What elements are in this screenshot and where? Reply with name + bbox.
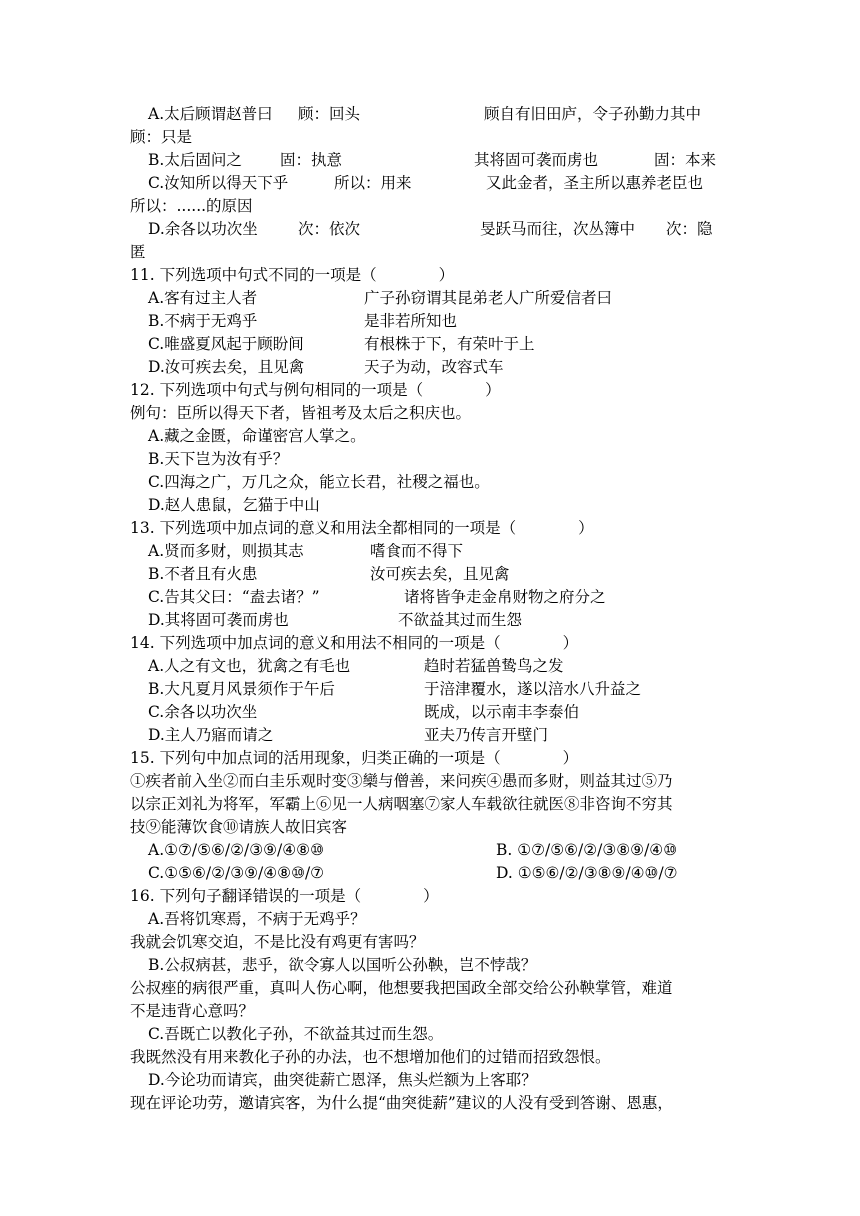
q12-option-c: C.四海之广，万几之众，能立长君，社稷之福也。 [148, 473, 490, 491]
q10-b-gloss2: 固：本来 [654, 151, 717, 169]
q13-c-right: 诸将皆争走金帛财物之府分之 [404, 588, 606, 606]
q13-a-left: A.贤而多财，则损其志 [148, 542, 304, 560]
q14-d-left: D.主人乃寤而请之 [148, 726, 274, 744]
q11-d-right: 天子为动，改容式车 [364, 358, 504, 376]
q15-option-d: D. ①⑤⑥/②/③⑧⑨/④⑩/⑦ [496, 864, 678, 882]
q10-a-left: A.太后顾谓赵普曰 [148, 105, 273, 123]
q10-a-wrap: 顾：只是 [130, 128, 193, 146]
q11-d-left: D.汝可疾去矣，且见禽 [148, 358, 305, 376]
q10-c-gloss: 所以：用来 [334, 174, 412, 192]
q10-c-wrap: 所以：......的原因 [130, 197, 253, 215]
q13-b-left: B.不者且有火患 [148, 565, 258, 583]
q16-b-translation-2: 不是违背心意吗？ [130, 1002, 255, 1020]
q15-stem: 15. 下列句中加点词的活用现象，归类正确的一项是（ ） [130, 749, 579, 767]
q10-d-left: D.余各以功次坐 [148, 220, 258, 238]
q15-option-c: C.①⑤⑥/②/③⑨/④⑧⑩/⑦ [148, 864, 325, 882]
q16-option-d: D.今论功而请宾，曲突徙薪亡恩泽，焦头烂额为上客耶？ [148, 1071, 537, 1089]
q14-b-right: 于涪津覆水，遂以涪水八升益之 [424, 680, 642, 698]
q16-option-c: C.吾既亡以教化子孙，不欲益其过而生怨。 [148, 1025, 444, 1043]
q15-body-2: 以宗正刘礼为将军，军霸上⑥见一人病咽塞⑦家人车载欲往就医⑧非咨询不穷其 [130, 795, 673, 813]
q14-d-right: 亚夫乃传言开壁门 [424, 726, 549, 744]
q11-stem: 11. 下列选项中句式不同的一项是（ ） [130, 266, 455, 284]
q16-option-a: A.吾将饥寒焉，不病于无鸡乎？ [148, 910, 366, 928]
q15-body-1: ①疾者前入坐②而白圭乐观时变③欒与僧善，来问疾④愚而多财，则益其过⑤乃 [130, 772, 673, 790]
q14-b-left: B.大凡夏月风景须作于午后 [148, 680, 335, 698]
q11-c-left: C.唯盛夏风起于顾盼间 [148, 335, 304, 353]
q11-a-left: A.客有过主人者 [148, 289, 258, 307]
q16-stem: 16. 下列句子翻译错误的一项是（ ） [130, 887, 439, 905]
q12-option-d: D.赵人患鼠，乞猫于中山 [148, 496, 320, 514]
q12-option-a: A.藏之金匮，命谨密宫人掌之。 [148, 427, 366, 445]
q13-d-right: 不欲益其过而生怨 [398, 611, 523, 629]
q14-c-right: 既成，以示南丰李泰伯 [424, 703, 580, 721]
q10-c-right: 又此金者，圣主所以惠养老臣也 [486, 174, 704, 192]
q11-c-right: 有根株于下，有荣叶于上 [364, 335, 535, 353]
q13-d-left: D.其将固可袭而虏也 [148, 611, 289, 629]
q13-a-right: 嗜食而不得下 [370, 542, 464, 560]
q13-b-right: 汝可疾去矣，且见禽 [370, 565, 510, 583]
q15-body-3: 技⑨能薄饮食⑩请族人故旧宾客 [130, 818, 348, 836]
q10-b-gloss: 固：执意 [280, 151, 343, 169]
q11-a-right: 广子孙窃谓其昆弟老人广所爱信者曰 [364, 289, 613, 307]
q14-c-left: C.余各以功次坐 [148, 703, 258, 721]
q11-b-left: B.不病于无鸡乎 [148, 312, 258, 330]
q12-option-b: B.天下岂为汝有乎？ [148, 450, 289, 468]
q10-d-wrap: 匿 [130, 243, 146, 261]
q14-a-left: A.人之有文也，犹禽之有毛也 [148, 657, 351, 675]
q14-a-right: 趋时若猛兽鸷鸟之发 [424, 657, 564, 675]
q10-a-gloss: 顾：回头 [298, 105, 361, 123]
q16-option-b: B.公叔病甚，悲乎，欲令寡人以国听公孙鞅，岂不悖哉？ [148, 956, 537, 974]
q11-b-right: 是非若所知也 [364, 312, 458, 330]
q16-a-translation: 我就会饥寒交迫，不是比没有鸡更有害吗？ [130, 933, 425, 951]
q12-example: 例句：臣所以得天下者，皆祖考及太后之积庆也。 [130, 404, 472, 422]
q16-b-translation-1: 公叔痤的病很严重，真叫人伤心啊，他想要我把国政全部交给公孙鞅掌管，难道 [130, 979, 673, 997]
q15-option-b: B. ①⑦/⑤⑥/②/③⑧⑨/④⑩ [496, 841, 678, 859]
q13-c-left: C.告其父曰：“盍去诸？” [148, 588, 320, 606]
q10-d-gloss2: 次：隐 [666, 220, 713, 238]
q10-b-left: B.太后固问之 [148, 151, 242, 169]
q15-option-a: A.①⑦/⑤⑥/②/③⑨/④⑧⑩ [148, 841, 324, 859]
q12-stem: 12. 下列选项中句式与例句相同的一项是（ ） [130, 381, 501, 399]
q10-d-right: 旻跃马而往，次丛簿中 [480, 220, 636, 238]
q10-d-gloss: 次：依次 [298, 220, 361, 238]
q10-a-right: 顾自有旧田庐，令子孙勤力其中 [484, 105, 702, 123]
q16-d-translation: 现在评论功劳，邀请宾客，为什么提“曲突徙薪”建议的人没有受到答谢、恩惠， [130, 1094, 673, 1112]
q14-stem: 14. 下列选项中加点词的意义和用法不相同的一项是（ ） [130, 634, 579, 652]
q10-b-right: 其将固可袭而虏也 [474, 151, 599, 169]
q16-c-translation: 我既然没有用来教化子孙的办法，也不想增加他们的过错而招致怨恨。 [130, 1048, 611, 1066]
q10-c-left: C.汝知所以得天下乎 [148, 174, 289, 192]
q13-stem: 13. 下列选项中加点词的意义和用法全都相同的一项是（ ） [130, 519, 594, 537]
